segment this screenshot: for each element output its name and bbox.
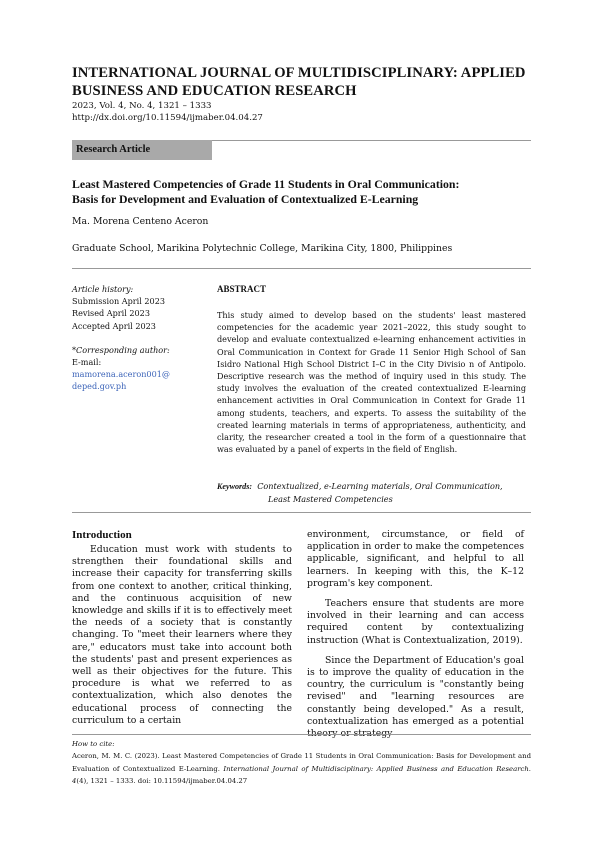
- keywords-line1: Contextualized, e-Learning materials, Oral Communication,: [257, 481, 503, 491]
- doi-link[interactable]: http://dx.doi.org/10.11594/ijmaber.04.04.27: [72, 113, 263, 123]
- intro-left-column: [72, 544, 292, 727]
- accepted-date: Accepted April 2023: [72, 320, 156, 331]
- intro-paragraph: Teachers ensure that students are more involved in their learning and can access required content by contextualizing instruction (What is Contextualization, 2019).: [307, 598, 524, 646]
- article-type-badge: Research Article: [72, 140, 212, 160]
- keywords: [217, 480, 526, 505]
- citation-part: (4), 1321 – 1333. doi: 10.11594/ijmaber.04.04.27: [76, 777, 248, 786]
- citation-part: Aceron, M. M. C. (2023). Least Mastered Competencies of Grade 11 Students in Oral Communication: Basis for Development and Evaluation of Contextualized E-Learning.: [72, 752, 531, 773]
- article-title: [72, 177, 534, 207]
- intro-right-column: [307, 529, 524, 740]
- history-label: Article history:: [72, 284, 134, 294]
- intro-paragraph: Since the Department of Education's goal is to improve the quality of education in the country, the curriculum is "constantly being revised" and "learning resources are constantly being developed." As a result, contextualization has emerged as a potential: [307, 654, 524, 727]
- email-link-line2[interactable]: deped.gov.ph: [72, 381, 127, 392]
- abstract-text: This study aimed to develop based on the students' least mastered competencies for the academic year 2021–2022, this study sought to develop and evaluate contextualized e-learning enhancement activities in Oral Communication in Context for Grade 11 Senior High School of San Isidro National High School District I–C in the City Divisio n of Antipolo. Descriptive research was the method of inquiry used in this study. The study involves the evaluation of the created contextualized E-learning enhancement activities in Oral Communication in Context for Grade 11 among students, teachers, and experts. To assess the suitability of the created learning materials in terms of appropriateness, authenticity, and clarity, the researcher created a tool in the form of a questionnaire that was evaluated by a panel of experts in the field of English.: [217, 310, 526, 455]
- corresponding-label: *Corresponding author:: [72, 344, 170, 355]
- citation-footnote: [72, 738, 531, 788]
- revised-date: Revised April 2023: [72, 308, 150, 319]
- citation-journal: International Journal of Multidisciplinary: Applied Business and Education Research. 4: [72, 764, 531, 786]
- author-affiliation: Graduate School, Marikina Polytechnic College, Marikina City, 1800, Philippines: [72, 243, 453, 254]
- introduction-heading: Introduction: [72, 529, 132, 541]
- article-title-line2: Basis for Development and Evaluation of Contextualized E-Learning: [72, 192, 419, 206]
- citation-heading: How to cite:: [72, 740, 115, 748]
- keywords-line2: Least Mastered Competencies: [268, 494, 393, 505]
- footnote-divider: [72, 734, 531, 735]
- email-link-line1[interactable]: mamorena.aceron001@: [72, 369, 170, 380]
- journal-title: INTERNATIONAL JOURNAL OF MULTIDISCIPLINARY: APPLIED BUSINESS AND EDUCATION RESEARCH: [72, 65, 526, 99]
- keywords-label: Keywords:: [217, 482, 253, 491]
- author-name: Ma. Morena Centeno Aceron: [72, 216, 209, 227]
- divider: [72, 268, 531, 269]
- intro-paragraph: Education must work with students to strengthen their foundational skills and increase their capacity for transferring skills from one context to another, critical thinking, and the continuous acquisition of new knowledge and skills if it is to effectively meet the needs of a society that is constantly changing. To "meet their learners where they are," educators must take into account both the students' past and present experiences as well as their objectives for the future. This procedure is what we referred to as contextualization, which also denotes the educational process of connecting the curriculum to a certain: [72, 544, 292, 726]
- article-title-line1: Least Mastered Competencies of Grade 11 Students in Oral Communication:: [72, 177, 460, 191]
- journal-meta: [72, 100, 263, 124]
- article-info-sidebar: [72, 283, 207, 393]
- email-label: E-mail:: [72, 357, 102, 368]
- submission-date: Submission April 2023: [72, 296, 165, 307]
- intro-paragraph: environment, circumstance, or field of application in order to make the competences applicable, significant, and helpful to all learners. In keeping with this, the K–12 program's key component.: [307, 529, 524, 589]
- divider: [72, 512, 531, 513]
- article-type-bar: [72, 140, 531, 160]
- citation-text: [72, 750, 531, 787]
- volume-line: 2023, Vol. 4, No. 4, 1321 – 1333: [72, 101, 212, 111]
- abstract-heading: ABSTRACT: [217, 284, 267, 294]
